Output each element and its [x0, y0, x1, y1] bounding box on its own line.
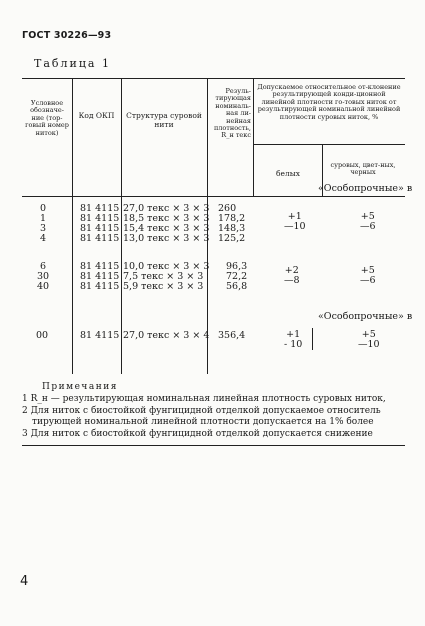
table-header-bottom-border [22, 196, 405, 197]
tolerance-minus: —6 [360, 275, 376, 286]
notes-title: Примечания [42, 382, 118, 392]
tolerance-plus: +1 [287, 211, 302, 222]
table-cell-density: 125,2 [218, 233, 246, 244]
table-cell-density: 72,2 [226, 271, 248, 282]
table-cell-code: 81 4115 [80, 223, 120, 234]
section2-tol-white [284, 266, 300, 286]
tolerance-plus: +5 [361, 329, 376, 340]
tolerance-plus: +5 [360, 265, 375, 276]
column-divider-4 [253, 78, 254, 196]
header-okp-code: Код ОКП [78, 111, 115, 120]
tolerance-minus: —6 [360, 221, 376, 232]
table-cell-code: 81 4115 [80, 203, 120, 214]
tolerance-minus: —10 [358, 339, 380, 350]
tolerance-minus: —10 [284, 221, 306, 232]
section3-tol-white [284, 330, 302, 350]
note-item: 1 R_н — результирующая номинальная линейная плотность суровых ниток, [22, 394, 386, 404]
header-symbol: Условное обозначе-ние (тор-говый номер ниток) [25, 99, 69, 137]
standard-number: ГОСТ 30226—93 [22, 30, 112, 41]
section1-structures [123, 204, 209, 244]
tolerance-plus: +1 [286, 329, 301, 340]
table-cell-density: 56,8 [226, 281, 248, 292]
column-divider-2 [121, 78, 122, 374]
header-density: Резуль-тирующая номиналь-ная ли-нейная плотность, R_н текс [213, 87, 251, 140]
table-cell-code: 81 4115 [80, 233, 120, 244]
tolerance-minus: - 10 [284, 339, 303, 350]
section3-codes [80, 331, 119, 341]
column-divider-1 [72, 78, 73, 374]
notes-bottom-rule [22, 445, 405, 446]
notes-list [22, 394, 386, 440]
table-cell-number: 4 [40, 233, 47, 244]
table-cell-number: 40 [37, 281, 50, 292]
section1-tol-white [284, 212, 306, 232]
table-cell-density: 260 [218, 203, 237, 214]
section-label-extra-strong: «Особопрочные» в [318, 183, 413, 194]
table-subheader-border [253, 144, 405, 145]
table-cell-code: 81 4115 [80, 330, 120, 341]
table-cell-structure: 27,0 текс × 3 × 3 [123, 203, 210, 214]
header-tolerance-white: белых [276, 169, 300, 178]
section3-structures [123, 331, 209, 341]
table-cell-structure: 10,0 текс × 3 × 3 [123, 261, 210, 272]
table-cell-number: 6 [40, 261, 47, 272]
note-item: 2 Для ниток с биостойкой фунгицидной отделкой допускаемое относитель [22, 405, 381, 416]
table-cell-number: 3 [40, 223, 47, 234]
section2-numbers [37, 262, 49, 292]
table-cell-density: 356,4 [218, 330, 246, 341]
section-label-extra-strong: «Особопрочные» в [318, 311, 413, 322]
table-cell-number: 0 [40, 203, 47, 214]
tolerance-plus: +5 [360, 211, 375, 222]
header-structure: Структура суровой нити [126, 111, 202, 129]
table-caption: Таблица 1 [34, 57, 111, 70]
section2-tol-other [360, 266, 376, 286]
table-cell-code: 81 4115 [80, 261, 120, 272]
section3-tol-other [358, 330, 380, 350]
tolerance-plus: +2 [284, 265, 299, 276]
section1-numbers [40, 204, 46, 244]
table-cell-number: 30 [37, 271, 50, 282]
section2-structures [123, 262, 209, 292]
section3-numbers [36, 331, 48, 341]
table-cell-code: 81 4115 [80, 281, 120, 292]
table-cell-code: 81 4115 [80, 271, 120, 282]
table-cell-structure: 5,9 текс × 3 × 3 [123, 281, 204, 292]
section1-tol-other [360, 212, 376, 232]
table-cell-code: 81 4115 [80, 213, 120, 224]
table-top-border [22, 78, 405, 79]
table-cell-density: 148,3 [218, 223, 246, 234]
table-cell-structure: 13,0 текс × 3 × 3 [123, 233, 210, 244]
bracket-divider [312, 328, 313, 350]
table-cell-structure: 7,5 текс × 3 × 3 [123, 271, 204, 282]
tolerance-minus: —8 [284, 275, 300, 286]
table-cell-structure: 27,0 текс × 3 × 4 [123, 330, 210, 341]
section2-codes [80, 262, 119, 292]
table-cell-density: 178,2 [218, 213, 246, 224]
table-cell-structure: 18,5 текс × 3 × 3 [123, 213, 210, 224]
section1-densities [218, 204, 245, 244]
page-number: 4 [20, 574, 29, 589]
header-tolerance-other: суровых, цвет-ных, черных [330, 161, 396, 177]
section3-densities [218, 331, 245, 341]
section1-codes [80, 204, 119, 244]
note-item: тирующей номинальной линейной плотности допускается на 1% более [32, 417, 374, 427]
table-cell-number: 1 [40, 213, 47, 224]
table-cell-density: 96,3 [226, 261, 248, 272]
note-item: 3 Для ниток с биостойкой фунгицидной отделкой допускается снижение [22, 428, 373, 439]
table-cell-number: 00 [36, 330, 49, 341]
table-cell-structure: 15,4 текс × 3 × 3 [123, 223, 210, 234]
header-tolerance: Допускаемое относительное от-клонение результирующей конди-ционной линейной плотности го-товых ниток от результирующей номинальной линейной плотности суровых ниток, % [257, 83, 401, 121]
section2-densities [226, 262, 247, 292]
